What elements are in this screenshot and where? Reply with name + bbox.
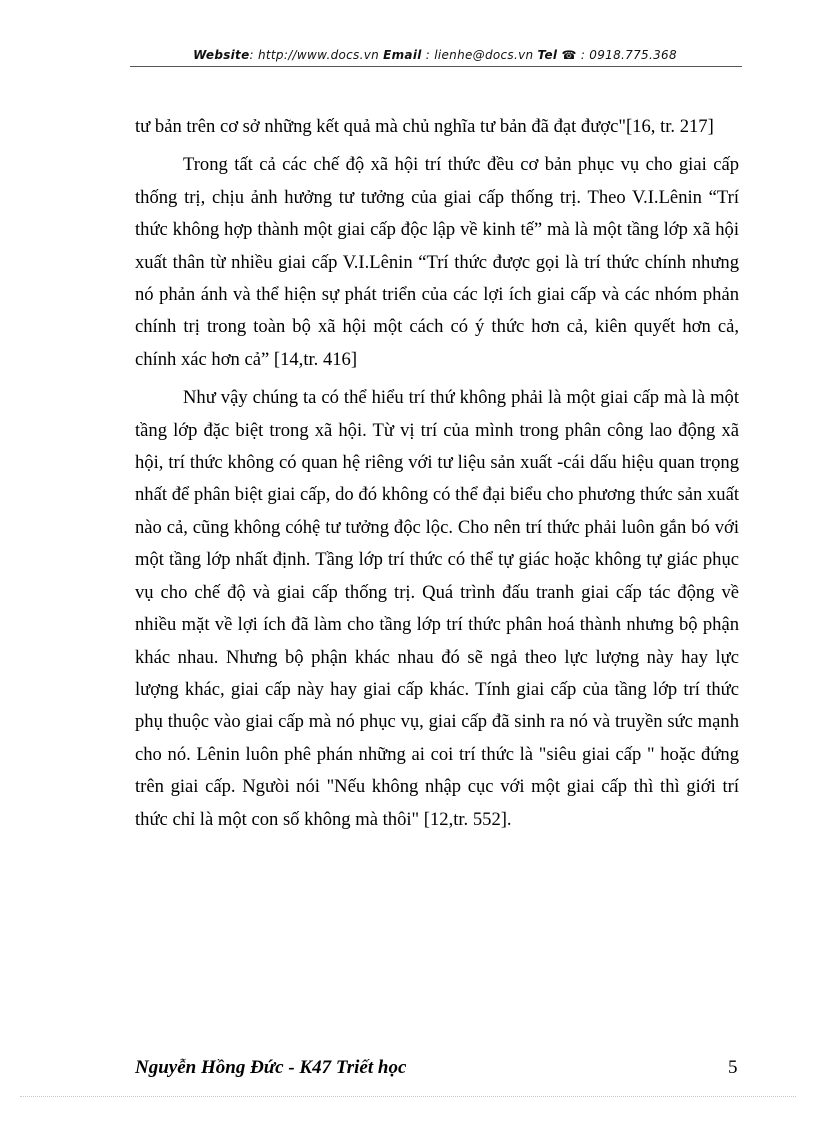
phone-icon: ☎ xyxy=(561,48,577,62)
email-label: Email xyxy=(383,48,422,62)
email-separator: : xyxy=(421,48,435,62)
page-header xyxy=(130,48,740,62)
tel-separator: : xyxy=(576,48,590,62)
document-body xyxy=(135,111,739,842)
header-divider xyxy=(130,66,742,67)
paragraph: Trong tất cả các chế độ xã hội trí thức đều cơ bản phục vụ cho giai cấp thống trị, chịu ảnh hưởng tư tưởng của giai cấp thống trị. Theo V.I.Lênin “Trí thức không hợp thành một giai cấp độc lập về kinh tế” mà là một tầng lớp xã hội xuất thân từ nhiều giai cấp V.I.Lênin “Trí thức được gọi là trí thức chính nhưng nó phản ánh và thể hiện sự phát triển của các lợi ích giai cấp và các nhóm phản chính trị trong toàn bộ xã hội một cách có ý thức hơn cả, kiên quyết hơn cả, chính xác hơn cả” [14,tr. 416] xyxy=(135,154,739,370)
paragraph: Như vậy chúng ta có thể hiểu trí thứ không phải là một giai cấp mà là một tầng lớp đặc biệt trong xã hội. Từ vị trí của mình trong phân công lao động xã hội, trí thức không có quan hệ riêng với tư liệu sản xuất -cái dấu hiệu quan trọng nhất để phân biệt giai cấp, do đó không có thể đại biểu cho phương thức sản xuất nào cả, cũng không cóhệ tư tưởng độc lộc. Cho nên trí thức phải luôn gắn bó với một tầng lớp nhất định. Tầng lớp trí thức có thể tự giác hoặc không tự giác phục vụ cho chế độ và giai cấp thống trị. Quá trình đấu tranh giai cấp tác động về nhiều mặt về lợi ích đã làm cho tầng lớp trí thức phân hoá thành nhưng bộ phận khác nhau. Nhưng bộ phận khác nhau đó sẽ ngả theo lực lượng này hay lực lượng khác, giai cấp này hay giai cấp khác. Tính giai cấp của tầng lớp trí thức phụ thuộc vào giai cấp mà nó phục vụ, giai cấp đã sinh ra nó và truyền sức mạnh cho nó. Lênin luôn phê phán những ai coi trí thức là "siêu giai cấp " hoặc đứng trên giai cấp. Ngưòi nói "Nếu không nhập cục với một giai cấp thì thì giới trí thức chỉ là một con số không mà thôi" [12,tr. 552]. xyxy=(135,387,739,830)
website-label: Website xyxy=(193,48,250,62)
page-number: 5 xyxy=(728,1057,738,1078)
website-link[interactable]: http://www.docs.vn xyxy=(258,48,379,62)
tel-number: 0918.775.368 xyxy=(589,48,677,62)
tel-label: Tel xyxy=(537,48,558,62)
paragraph-continuation: tư bản trên cơ sở những kết quả mà chủ nghĩa tư bản đã đạt được"[16, tr. 217] xyxy=(135,116,714,137)
email-link[interactable]: lienhe@docs.vn xyxy=(434,48,534,62)
footer-divider xyxy=(20,1096,796,1097)
footer-author: Nguyễn Hồng Đức - K47 Triết học xyxy=(135,1057,407,1078)
website-separator: : xyxy=(249,48,259,62)
